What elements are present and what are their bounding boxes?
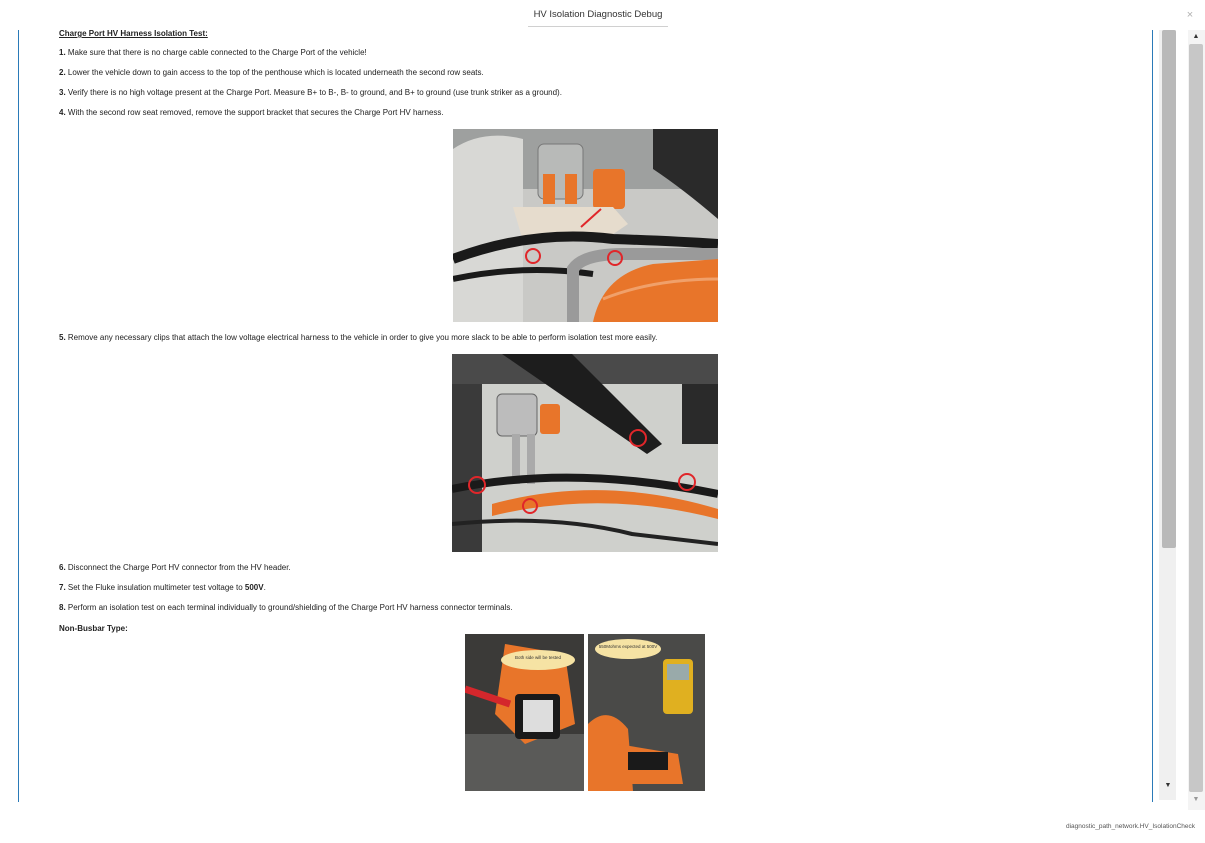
step-1	[59, 43, 367, 63]
photo-isolation-test-right	[588, 634, 705, 791]
step-8	[59, 598, 513, 618]
step-number: 1.	[59, 48, 66, 57]
content-scrollbar-thumb[interactable]	[1162, 30, 1176, 548]
window-scroll-down-icon[interactable]: ▼	[1192, 796, 1200, 803]
photo-isolation-test-left	[465, 634, 584, 791]
window-scroll-up-icon[interactable]: ▲	[1192, 33, 1200, 40]
step-text: Perform an isolation test on each terminal individually to ground/shielding of the Charge Port HV harness connector terminals.	[65, 603, 513, 612]
subheading-non-busbar: Non-Busbar Type:	[59, 624, 128, 633]
section-heading: Charge Port HV Harness Isolation Test:	[59, 29, 208, 38]
content-scroll-down-icon[interactable]: ▼	[1164, 782, 1172, 789]
step-2	[59, 63, 484, 83]
photo-lv-harness-clips	[452, 354, 718, 552]
footer-path: diagnostic_path_network.HV_IsolationCheck	[1066, 823, 1195, 830]
callout-expected-resistance: 550Mohms expected at 500V	[598, 644, 658, 649]
window-scrollbar-thumb[interactable]	[1189, 44, 1203, 792]
step-text: Lower the vehicle down to gain access to the top of the penthouse which is located underneath the second row seats.	[65, 68, 484, 77]
step-3	[59, 83, 562, 103]
panel-border-left	[18, 30, 19, 802]
photo-charge-port-bracket-image	[453, 129, 718, 322]
window-title: HV Isolation Diagnostic Debug	[528, 6, 668, 27]
article-content	[59, 29, 1149, 801]
step-number: 8.	[59, 603, 66, 612]
callout-both-sides: Both side will be tested	[514, 655, 562, 660]
step-text: With the second row seat removed, remove the support bracket that secures the Charge Port HV harness.	[65, 108, 444, 117]
step-number: 4.	[59, 108, 66, 117]
step-voltage-value: 500V	[244, 583, 264, 592]
photo-isolation-test-right-image	[588, 634, 705, 791]
photo-lv-harness-clips-image	[452, 354, 718, 552]
step-number: 2.	[59, 68, 66, 77]
step-4	[59, 103, 444, 123]
step-text: Set the Fluke insulation multimeter test voltage to	[65, 583, 245, 592]
step-number: 5.	[59, 333, 66, 342]
step-7	[59, 578, 266, 598]
step-5	[59, 328, 657, 348]
step-number: 6.	[59, 563, 66, 572]
step-text: Disconnect the Charge Port HV connector from the HV header.	[65, 563, 291, 572]
step-text: Remove any necessary clips that attach the low voltage electrical harness to the vehicle in order to give you more slack to be able to perform isolation test more easily.	[65, 333, 658, 342]
step-text: Verify there is no high voltage present at the Charge Port. Measure B+ to B-, B- to ground, and B+ to ground (use trunk striker as a ground).	[65, 88, 562, 97]
step-text: Make sure that there is no charge cable connected to the Charge Port of the vehicle!	[65, 48, 367, 57]
photo-charge-port-bracket	[453, 129, 718, 322]
close-icon[interactable]: ×	[1186, 9, 1194, 21]
step-number: 7.	[59, 583, 66, 592]
step-6	[59, 558, 291, 578]
step-text-end: .	[263, 583, 266, 592]
step-number: 3.	[59, 88, 66, 97]
panel-border-right	[1152, 30, 1153, 802]
photo-isolation-test-left-image	[465, 634, 584, 791]
